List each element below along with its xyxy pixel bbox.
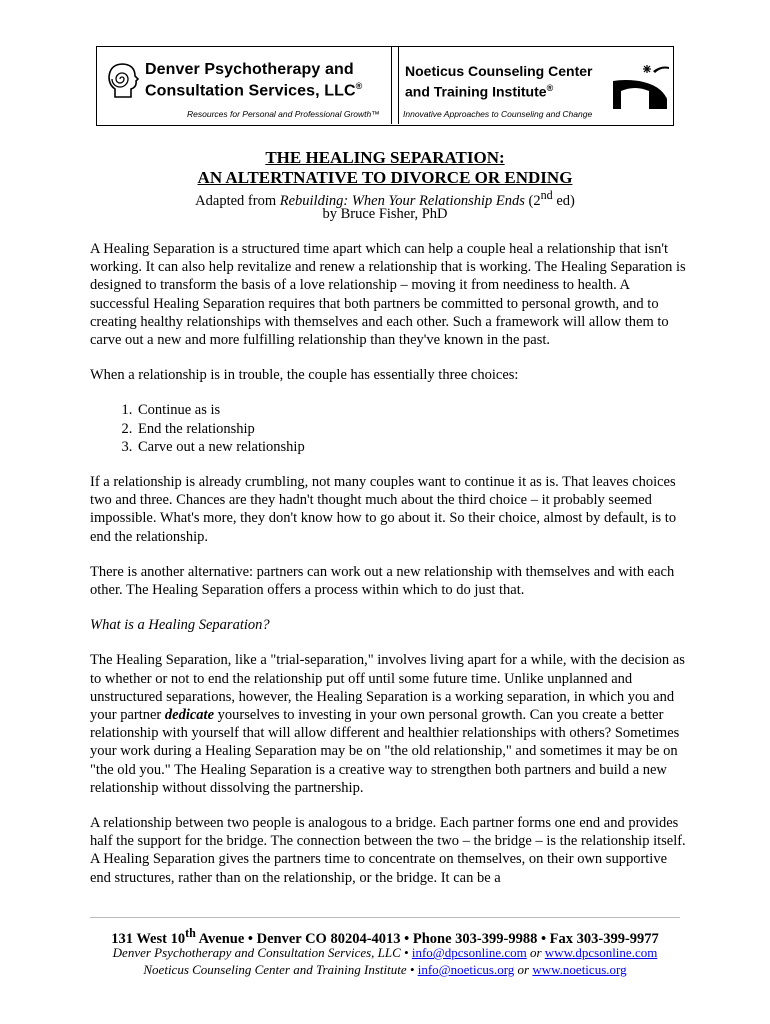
- edition-close: ed): [552, 192, 575, 209]
- byline: by Bruce Fisher, PhD: [322, 206, 448, 222]
- org1-name-line1: Denver Psychotherapy and: [145, 61, 354, 78]
- org2-name-line1: Noeticus Counseling Center: [405, 63, 593, 79]
- document-body: [90, 240, 690, 904]
- email-link[interactable]: info@dpcsonline.com: [411, 945, 527, 960]
- address-rest: Avenue • Denver CO 80204-4013 • Phone 303-399-9988 • Fax 303-399-9977: [195, 930, 659, 947]
- address-street: 131 West 10: [111, 930, 186, 947]
- footer-org1-contact: [0, 945, 770, 961]
- paragraph-2: When a relationship is in trouble, the couple has essentially three choices:: [90, 367, 519, 384]
- footer-org1-name: Denver Psychotherapy and Consultation Services, LLC •: [112, 945, 412, 960]
- org1-name-text: Consultation Services, LLC: [145, 82, 356, 100]
- footer-or: or: [526, 945, 545, 960]
- list-item: 3. Carve out a new relationship: [136, 438, 690, 456]
- website-link[interactable]: www.noeticus.org: [532, 962, 627, 977]
- paragraph-6: A relationship between two people is analogous to a bridge. Each partner forms one end and provides half the support for the bridge. The connection between the two – the bridge – is the relationship itself. A Healing Separation gives the partners time to concentrate on themselves, on their own supportive end structures, rather than on the relationship, or the bridge. It can be a: [90, 815, 686, 886]
- address-superscript: th: [185, 926, 196, 940]
- registered-mark: ®: [546, 83, 554, 93]
- footer-org2-name: Noeticus Counseling Center and Training Institute •: [143, 962, 418, 977]
- email-link[interactable]: info@noeticus.org: [417, 962, 515, 977]
- footer-or: or: [514, 962, 533, 977]
- adapted-prefix: Adapted from: [195, 192, 280, 209]
- org2-name-line2: [405, 83, 553, 100]
- paragraph-1: A Healing Separation is a structured time apart which can help a couple heal a relationship that isn't working. It can also help revitalize and renew a relationship that is working. The Healing Separation is designed to transform the basis of a love relationship – moving it from neediness to health. A successful Healing Separation requires that both partners be committed to personal growth, and to creating healthy relationships with themselves and each other. Such a framework will allow them to carve out a new and more fulfilling relationship than they've known in the past.: [90, 241, 686, 349]
- list-item: 1. Continue as is: [136, 401, 690, 419]
- footer-divider: [90, 917, 680, 918]
- document-title-line2: AN ALTERTNATIVE TO DIVORCE OR ENDING: [197, 168, 573, 187]
- paragraph-5-part-a: The Healing Separation, like a "trial-separation," involves living apart for a while, with the decision as to whether or not to end the relationship put off until some future time. Unlike unplanned and unstructured separations, however, the Healing Separation is a working separation, in which you and your partner: [90, 652, 685, 724]
- org2-tagline: Innovative Approaches to Counseling and Change: [403, 109, 593, 119]
- paragraph-5: [90, 651, 690, 797]
- document-title-line1: THE HEALING SEPARATION:: [265, 148, 505, 167]
- section-heading: What is a Healing Separation?: [90, 617, 270, 634]
- paragraph-5-part-b: yourselves to investing in your own personal growth. Can you create a better relationship with yourself that will allow different and healthier relationships with others? Sometimes your work during a Healing Separation may be on "the old relationship," and sometimes it may be on "the old you." The Healing Separation is a creative way to strengthen both partners and build a new relationship without dissolving the partnership.: [90, 707, 680, 796]
- emphasis-dedicate: dedicate: [164, 707, 215, 724]
- swirl-head-logo-icon: [105, 61, 139, 101]
- registered-mark: ®: [355, 81, 363, 91]
- edition-open: (2: [524, 192, 541, 209]
- footer-org2-contact: [0, 962, 770, 978]
- noeticus-logo-icon: [609, 55, 671, 113]
- edition-superscript: nd: [540, 188, 553, 202]
- letterhead-right: [399, 47, 673, 124]
- paragraph-4: There is another alternative: partners can work out a new relationship with themselves and with each other. The Healing Separation offers a process within which to do just that.: [90, 563, 675, 599]
- org2-name-text: and Training Institute: [405, 83, 547, 100]
- letterhead-divider: [391, 47, 399, 124]
- book-title: Rebuilding: When Your Relationship Ends: [279, 192, 525, 209]
- letterhead: [96, 46, 674, 126]
- website-link[interactable]: www.dpcsonline.com: [544, 945, 658, 960]
- letterhead-left: [97, 47, 389, 124]
- list-item: 2. End the relationship: [136, 420, 690, 438]
- org1-tagline: Resources for Personal and Professional Growth™: [187, 109, 380, 119]
- choices-list: [90, 401, 690, 456]
- paragraph-3: If a relationship is already crumbling, not many couples want to continue it as is. That leaves choices two and three. Chances are they hadn't thought much about the third choice – it probably seemed impossible. What's more, they don't know how to go about it. So their choice, almost by default, is to end the relationship.: [90, 474, 677, 545]
- org1-name-line2: [145, 81, 362, 100]
